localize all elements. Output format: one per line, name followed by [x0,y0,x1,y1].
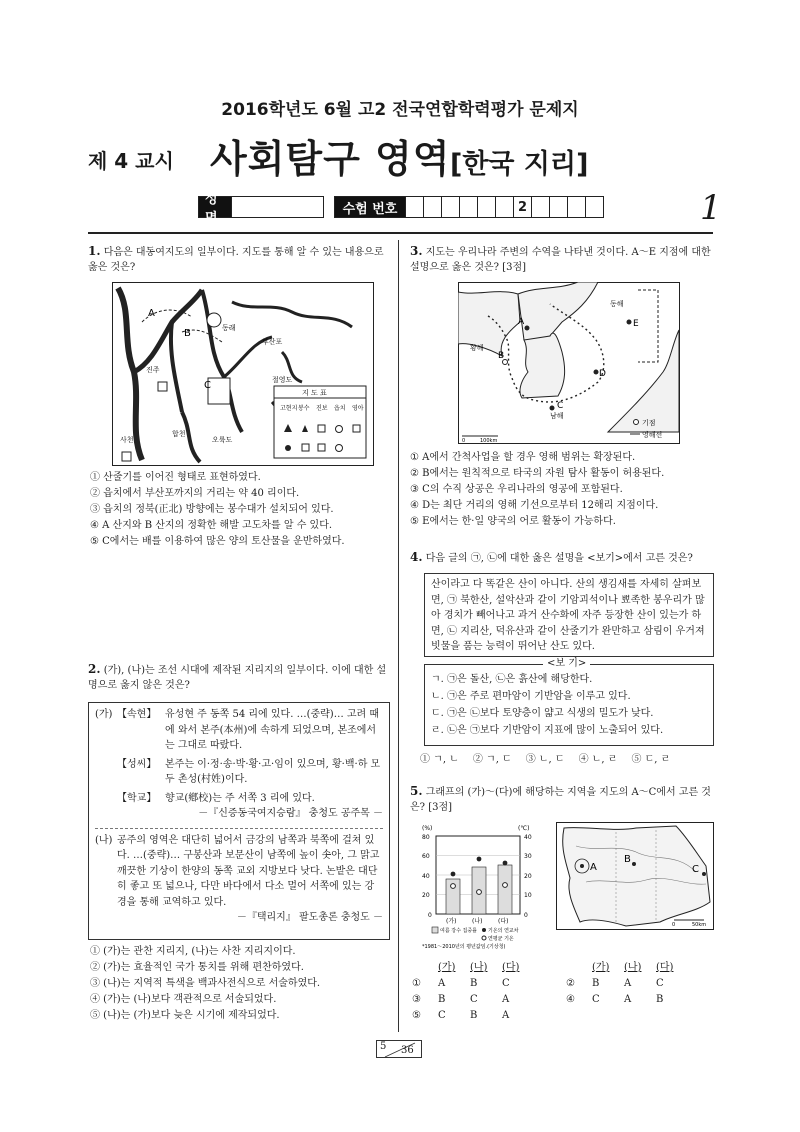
ans-header-na: (나) [624,962,642,973]
q4-stem [410,550,715,566]
option-marker: ① [412,978,421,989]
q1-option-5[interactable]: ⑤ C에서는 배를 이용하여 많은 양의 토산물을 운반하였다. [90,536,345,547]
q2-na-text: 공주의 영역은 대단히 넓어서 금강의 남쪽과 북쪽에 걸쳐 있다. …(중략)… 구봉산과 보문산이 남쪽에 높이 솟아, 그 맑고 깨끗한 기상이 한양의 동쪽 교외 지방보다 낫다. 논밭은 대단히 좋고 또 넓으나, 다만 바다에서 다소 멀어 서쪽에 있는 강경을 통해 교역하고 있다. [117,834,380,908]
tick-left-80: 80 [422,834,430,841]
period-label: 제 4 교시 [88,149,174,173]
map-label-c: C [204,380,211,391]
map-label-busanpo: 부산포 [262,338,283,346]
bogi-title: <보 기> [543,657,590,671]
q5-option-1[interactable] [412,976,534,992]
footer-page: 5 [380,1041,387,1052]
subject-title: 사회탐구 영역 [210,137,451,181]
tick-left-60: 60 [422,853,430,860]
q2-number: 2. [88,662,101,676]
legend-title: 지 도 표 [302,389,327,397]
q2-options [90,944,320,1024]
q4-option-3[interactable]: ③ ㄴ, ㄷ [525,754,565,765]
q2-ga-tag-1: 【속현】 [117,709,157,720]
scale-label: 50km [692,922,707,928]
q3-number: 3. [410,244,423,258]
q5-climate-graph [420,822,546,950]
option-na: A [624,978,632,989]
q3-option-2[interactable]: ② B에서는 원칙적으로 타국의 자원 탐사 활동이 허용된다. [410,468,665,479]
footer-total: 36 [401,1045,414,1056]
q4-option-2[interactable]: ② ㄱ, ㄷ [472,754,512,765]
legend-filled: 기온의 연교차 [488,928,519,934]
q5-option-3[interactable] [412,992,534,1008]
q2-option-3[interactable]: ③ (나)는 지역적 특색을 백과사전식으로 서술하였다. [90,978,321,989]
tick-left-20: 20 [422,892,430,899]
q1-option-4[interactable]: ④ A 산지와 B 산지의 정확한 해발 고도차를 알 수 있다. [90,520,333,531]
number-box[interactable] [568,196,586,218]
column-divider [398,240,399,1032]
q5-stem [410,784,715,815]
map-label-e: E [633,319,639,329]
map-label-b: B [624,854,631,865]
legend-hollow: 연평균 기온 [488,936,514,942]
tick-right-10: 10 [524,892,532,899]
q3-option-1[interactable]: ① A에서 간척사업을 할 경우 영해 범위는 확장된다. [410,452,636,463]
map-label-south-sea: 남해 [550,412,564,420]
map-label-sacheon: 사천 [120,436,134,444]
map-label-a: A [148,308,155,319]
legend-bar: 여름 강수 집중률 [440,928,477,934]
map-label-b: B [184,328,191,339]
bogi-item-1: ㄱ. ㉠은 돌산, ㉡은 흙산에 해당한다. [431,674,593,685]
legend-col-5: 영아 [352,405,364,412]
q5-answers-right [566,960,688,1008]
tick-right-20: 20 [524,873,532,880]
q1-daedong-map [112,282,374,466]
map-label-c: C [692,864,699,875]
option-da: C [656,978,664,989]
map-label-oryukdo: 오륙도 [212,436,233,444]
q4-options [420,752,670,768]
q2-na-label: (나) [95,834,113,846]
map-label-a: A [590,862,597,873]
map-label-jeolyeongdo: 절영도 [272,376,293,384]
subject-subtitle: [한국 지리] [450,149,589,180]
legend-col-1: 고현지 [280,405,298,412]
q4-option-1[interactable]: ① ㄱ, ㄴ [420,754,459,765]
option-da: A [502,994,510,1005]
q2-ga-source: －『신증동국여지승람』 충청도 공주목 － [198,808,383,819]
option-na: A [624,994,632,1005]
number-digit: 2 [514,196,532,218]
number-box[interactable] [550,196,568,218]
option-marker: ④ [566,994,575,1005]
q2-source-box [88,702,390,940]
q1-option-3[interactable]: ③ 읍치의 정북(正北) 방향에는 봉수대가 설치되어 있다. [90,504,334,515]
q3-stem [410,244,715,275]
q3-options [410,450,664,530]
q4-passage: 산이라고 다 똑같은 산이 아니다. 산의 생김새를 자세히 살펴보면, ㉠ 북한산, 설악산과 같이 기암괴석이나 뾰족한 봉우리가 많아 경치가 빼어나고 과거 산수화에 자주 등장한 산이 있는가 하면, ㉡ 지리산, 덕유산과 같이 산줄기가 완만하고 삼림이 우거져 빗물을 품는 능력이 뛰어난 산도 있다. [431,579,705,652]
q4-passage-box [424,573,714,657]
q4-number: 4. [410,550,423,564]
name-label: 성명 [198,196,232,218]
q1-option-2[interactable]: ② 읍치에서 부산포까지의 거리는 약 40 리이다. [90,488,300,499]
q5-option-4[interactable] [566,992,688,1008]
number-box[interactable] [532,196,550,218]
ans-header-da: (다) [502,962,520,973]
map-label-dongnae: 동래 [222,324,236,332]
bogi-item-2: ㄴ. ㉠은 주로 편마암이 기반암을 이루고 있다. [431,691,631,702]
info-bar [198,192,604,226]
graph-note: *1981～2010년의 평년값임.(기상청) [422,944,506,950]
q2-option-1[interactable]: ① (가)는 관찬 지리지, (나)는 사찬 지리지이다. [90,946,296,957]
option-marker: ② [566,978,575,989]
graph-right-unit: (℃) [518,825,530,832]
graph-cat-ga: (가) [446,918,457,925]
tick-right-40: 40 [524,834,532,841]
map-label-a: A [518,317,525,327]
q2-ga-text-1: 유성현 주 동쪽 54 리에 있다. …(중략)… 고려 때에 와서 본주(本州)에 속하게 되었으며, 본조에서는 그대로 따랐다. [165,709,380,751]
q1-text: 다음은 대동여지도의 일부이다. 지도를 통해 알 수 있는 내용으로 옳은 것은? [88,247,384,273]
header-rule [88,232,713,234]
q2-option-5[interactable]: ⑤ (나)는 (가)보다 늦은 시기에 제작되었다. [90,1010,280,1021]
q5-option-2[interactable] [566,976,688,992]
q5-answers-left [412,960,534,1024]
number-box[interactable] [460,196,478,218]
q1-options [90,470,345,550]
number-box[interactable] [478,196,496,218]
q2-stem [88,662,390,693]
legend-line: 영해선 [642,431,663,439]
option-ga: A [438,978,446,989]
q2-ga-label: (가) [95,709,113,720]
q4-option-5[interactable]: ⑤ ㄷ, ㄹ [631,754,671,765]
graph-left-unit: (%) [422,825,433,832]
number-box[interactable] [406,196,424,218]
q1-option-1[interactable]: ① 산줄기를 이어진 형태로 표현하였다. [90,472,261,483]
q2-option-4[interactable]: ④ (가)는 (나)보다 객관적으로 서술되었다. [90,994,277,1005]
exam-title: 2016학년도 6월 고2 전국연합학력평가 문제지 [221,100,579,120]
q5-number: 5. [410,784,423,798]
number-box[interactable] [496,196,514,218]
page-footer [376,1040,422,1058]
option-ga: C [592,994,600,1005]
name-field[interactable] [232,196,324,218]
q2-ga-tag-3: 【학교】 [117,792,157,804]
legend-col-3: 진보 [316,405,328,412]
bogi-item-3: ㄷ. ㉠은 ㉡보다 토양층이 얇고 식생의 밀도가 낮다. [431,708,654,719]
scale-label: 100km [480,438,498,444]
option-ga: C [438,1010,446,1021]
option-na: C [470,994,478,1005]
number-box[interactable] [586,196,604,218]
ans-header-na: (나) [470,962,488,973]
option-ga: B [592,978,600,989]
q4-bogi-box [424,658,714,746]
map-label-jinju: 진주 [146,366,160,374]
tick-left-40: 40 [422,873,430,880]
q3-option-3[interactable]: ③ C의 수직 상공은 우리나라의 영공에 포함된다. [410,484,623,495]
graph-cat-na: (나) [472,918,483,925]
map-label-c: C [557,401,564,411]
ans-header-da: (다) [656,962,674,973]
q2-option-2[interactable]: ② (가)는 효율적인 국가 통치를 위해 편찬하였다. [90,962,304,973]
option-marker: ③ [412,994,421,1005]
option-da: C [502,978,510,989]
number-box[interactable] [424,196,442,218]
bogi-item-4: ㄹ. ㉡은 ㉠보다 기반암이 지표에 많이 노출되어 있다. [431,725,664,736]
q1-number: 1. [88,244,101,258]
tick-right-30: 30 [524,853,532,860]
legend-col-4: 읍치 [334,405,346,412]
q3-option-4[interactable]: ④ D는 최단 거리의 영해 기선으로부터 12해리 지점이다. [410,500,659,511]
q3-text: 지도는 우리나라 주변의 수역을 나타낸 것이다. A～E 지점에 대한 설명으로 옳은 것은? [3점] [410,247,711,273]
q2-ga-text-2: 본주는 이·정·송·박·황·고·임이 있으며, 황·백·하 모두 촌성(村姓)이다. [165,758,381,785]
map-label-hapcheon: 합천 [172,430,186,438]
q5-region-map [556,822,714,930]
q2-ga-text-3: 향교(鄕校)는 주 서쪽 3 리에 있다. [165,792,315,804]
map-label-d: D [599,369,606,379]
q1-stem [88,244,390,275]
q2-text: (가), (나)는 조선 시대에 제작된 지리지의 일부이다. 이에 대한 설명으로 옳지 않은 것은? [88,665,387,691]
q4-option-4[interactable]: ④ ㄴ, ㄹ [578,754,618,765]
q4-text: 다음 글의 ㉠, ㉡에 대한 옳은 설명을 <보기>에서 고른 것은? [425,553,693,564]
tick-left-0: 0 [428,912,432,919]
q5-text: 그래프의 (가)～(다)에 해당하는 지역을 지도의 A～C에서 고른 것은? [3점] [410,787,711,813]
number-label: 수험 번호 [334,196,406,218]
option-ga: B [438,994,446,1005]
option-marker: ⑤ [412,1010,421,1021]
tick-right-0: 0 [524,912,528,919]
q2-na-source: －『택리지』 팔도총론 충청도 － [236,912,383,923]
q3-sea-map [458,282,680,444]
legend-col-2: 봉수 [298,405,310,412]
legend-point: 기점 [642,419,656,427]
ans-header-ga: (가) [438,962,456,973]
option-na: B [470,978,478,989]
q2-ga-tag-2: 【성씨】 [117,758,157,770]
q3-option-5[interactable]: ⑤ E에서는 한·일 양국의 어로 활동이 가능하다. [410,516,616,527]
scale-zero: 0 [462,438,466,444]
map-label-yellow-sea: 황해 [470,344,484,352]
option-na: B [470,1010,478,1021]
number-box[interactable] [442,196,460,218]
map-label-b: B [498,351,505,361]
map-label-east-sea: 동해 [610,300,624,308]
scale-zero: 0 [672,922,676,928]
option-da: B [656,994,664,1005]
ans-header-ga: (가) [592,962,610,973]
graph-cat-da: (다) [498,918,509,925]
option-da: A [502,1010,510,1021]
page-number: 1 [700,188,722,228]
q5-option-5[interactable] [412,1008,534,1024]
